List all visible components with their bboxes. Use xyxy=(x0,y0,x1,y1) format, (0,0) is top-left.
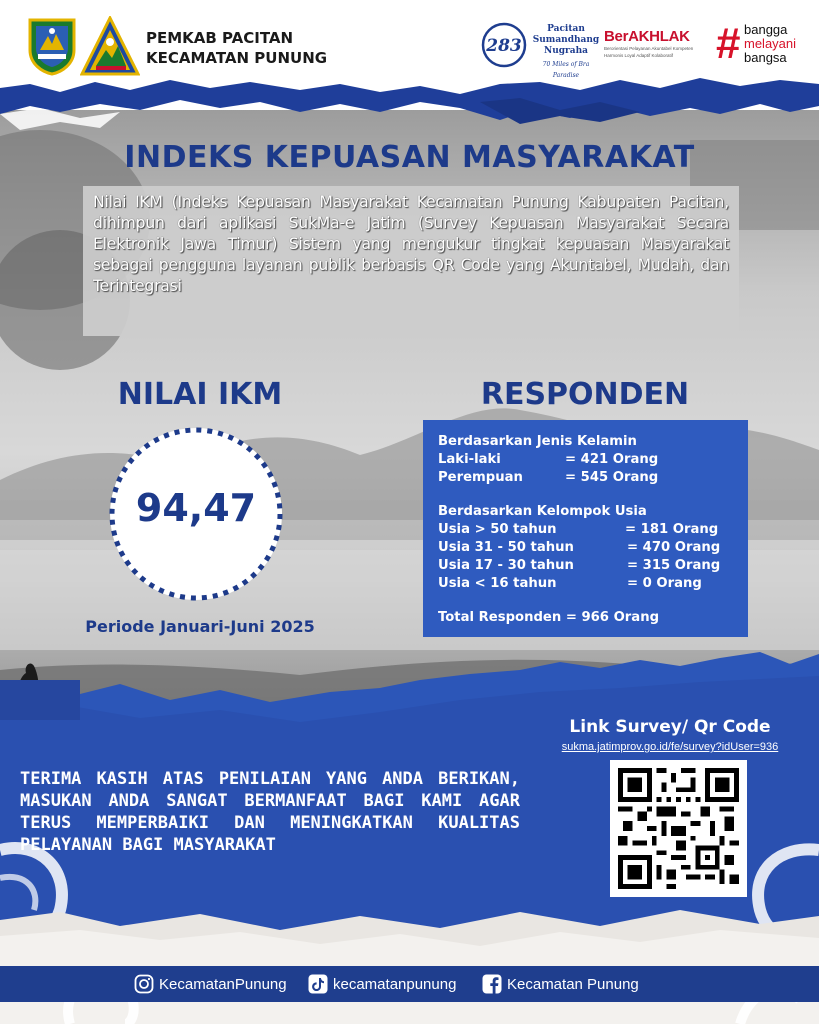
berakhlak-logo xyxy=(604,28,714,59)
age-value: = 470 Orang xyxy=(627,540,721,555)
ikm-title: NILAI IKM xyxy=(117,377,283,412)
instagram-icon xyxy=(134,974,154,994)
age-value: = 315 Orang xyxy=(627,558,721,573)
respondents-total: Total Responden = 966 Orang xyxy=(438,610,660,625)
age-heading: Berdasarkan Kelompok Usia xyxy=(438,504,647,519)
ikm-score-value: 94,47 xyxy=(135,486,257,530)
facebook-link[interactable] xyxy=(482,974,639,994)
age-value: = 181 Orang xyxy=(625,522,719,537)
slogan-tagline: 70 Miles of Bra Paradise xyxy=(542,61,590,79)
tiktok-link[interactable] xyxy=(308,974,456,994)
thank-you-message: TERIMA KASIH ATAS PENILAIAN YANG ANDA BERIKAN, MASUKAN ANDA SANGAT BERMANFAAT BAGI KAMI AGAR TERUS MEMPERBAIKI DAN MENINGKATKAN KUALITAS PELAYANAN BAGI MASYARAKAT xyxy=(20,769,520,855)
instagram-handle: KecamatanPunung xyxy=(159,975,287,993)
ikm-period: Periode Januari-Juni 2025 xyxy=(85,617,315,636)
gender-label: Laki-laki xyxy=(438,452,501,467)
age-row xyxy=(438,540,574,555)
age-row xyxy=(438,576,557,591)
gender-value: = 545 Orang xyxy=(565,470,659,485)
age-value: = 0 Orang xyxy=(627,576,702,591)
slogan-line1: Pacitan xyxy=(547,24,585,34)
survey-link[interactable]: sukma.jatimprov.go.id/fe/survey?idUser=936 xyxy=(561,741,779,753)
description-text: Nilai IKM (Indeks Kepuasan Masyarakat Kecamatan Punung Kabupaten Pacitan, dihimpun dari aplikasi SukMa-e Jatim (Survey Kepuasan Masyarakat Secara Elektronik Jawa Timur) Sistem yang mengukur tingkat kepuasan Masyarakat sebagai pengguna layanan publik berbasis QR Code yang Akuntabel, Mudah, dan Terintegrasi xyxy=(93,193,729,295)
tiktok-handle: kecamatanpunung xyxy=(333,975,457,993)
anniversary-number: 283 xyxy=(486,36,522,56)
age-row xyxy=(438,522,557,537)
hashtag-icon: # xyxy=(716,19,741,68)
anniversary-283-icon xyxy=(481,22,527,68)
respondents-title: RESPONDEN xyxy=(480,377,690,412)
ikm-score-circle xyxy=(110,428,282,600)
respondents-box xyxy=(423,420,748,637)
org-name-line1: PEMKAB PACITAN xyxy=(146,29,294,47)
gender-heading: Berdasarkan Jenis Kelamin xyxy=(438,434,637,449)
qr-code-icon[interactable] xyxy=(610,760,747,897)
instagram-link[interactable] xyxy=(134,974,287,994)
age-label: Usia < 16 tahun xyxy=(438,576,557,591)
age-label: Usia > 50 tahun xyxy=(438,522,557,537)
bangga-word2: melayani xyxy=(744,36,797,51)
punung-emblem-icon xyxy=(80,16,140,76)
gender-row-male xyxy=(438,452,501,467)
gender-value: = 421 Orang xyxy=(565,452,659,467)
bangga-word3: bangsa xyxy=(744,50,787,65)
facebook-page: Kecamatan Punung xyxy=(507,975,639,993)
bangga-melayani-logo xyxy=(716,19,816,68)
tiktok-icon xyxy=(308,974,328,994)
torn-paper-strip xyxy=(0,72,819,134)
berakhlak-title: BerAKHLAK xyxy=(604,28,690,45)
page-title: INDEKS KEPUASAN MASYARAKAT xyxy=(124,140,695,175)
org-name xyxy=(146,28,327,68)
gender-label: Perempuan xyxy=(438,470,523,485)
link-survey-title: Link Survey/ Qr Code xyxy=(569,717,771,737)
bangga-word1: bangga xyxy=(744,22,788,37)
facebook-icon xyxy=(482,974,502,994)
berakhlak-sub2: Harmonis Loyal Adaptif Kolaboratif xyxy=(604,53,674,58)
footer-social-bar xyxy=(0,966,819,1002)
gender-row-female xyxy=(438,470,523,485)
age-label: Usia 31 - 50 tahun xyxy=(438,540,574,555)
berakhlak-sub1: Berorientasi Pelayanan Akuntabel Kompeten xyxy=(604,46,694,51)
regency-emblem-icon xyxy=(26,16,78,76)
org-name-line2: KECAMATAN PUNUNG xyxy=(146,49,328,67)
age-label: Usia 17 - 30 tahun xyxy=(438,558,574,573)
description-box xyxy=(83,186,739,336)
slogan-line2: Sumandhang xyxy=(532,35,600,45)
slogan-line3: Nugraha xyxy=(543,46,588,56)
age-row xyxy=(438,558,574,573)
